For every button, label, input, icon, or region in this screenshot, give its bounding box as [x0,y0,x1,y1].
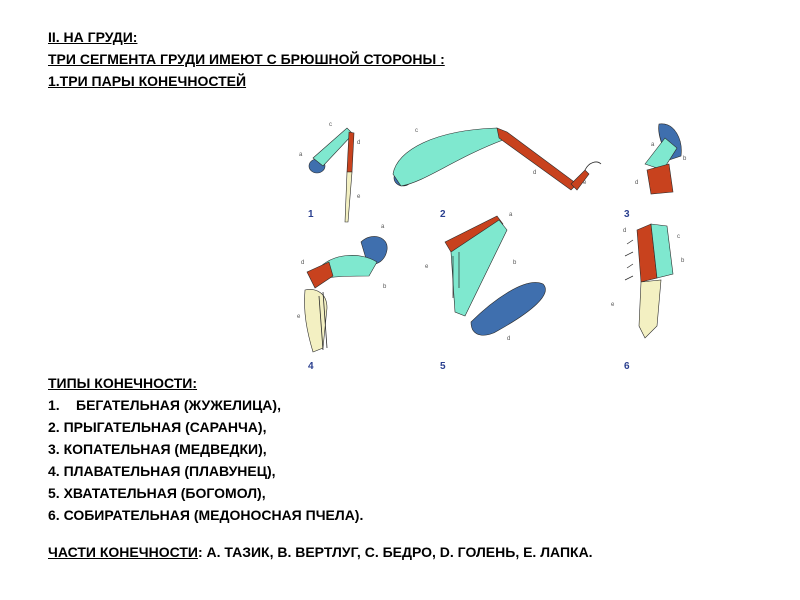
leg-parts-text: : А. ТАЗИК, В. ВЕРТЛУГ, С. БЕДРО, D. ГОЛЕНЬ, Е. ЛАПКА. [197,544,593,560]
heading-line-2: ТРИ СЕГМЕНТА ГРУДИ ИМЕЮТ С БРЮШНОЙ СТОРОНЫ : [48,51,445,67]
leg-types-title-text: ТИПЫ КОНЕЧНОСТИ [48,375,193,391]
insect-legs-illustration [285,112,685,382]
femur-shape [393,128,503,186]
hairs-shape [625,240,633,280]
list-item-number: 4. [48,463,60,479]
part-letter-b: b [683,156,687,162]
leg-types-title-colon: : [192,375,198,391]
part-letter-e: e [297,314,301,320]
list-item-text: БЕГАТЕЛЬНАЯ (ЖУЖЕЛИЦА), [76,397,281,413]
leg-types-title [48,372,363,394]
figure-number-1: 1 [308,209,314,220]
leg-types-list [48,394,363,526]
part-letter-b: b [513,260,517,266]
list-item [48,504,363,526]
part-letter-e: e [357,194,361,200]
slide-heading [48,26,445,92]
part-letter-b: b [681,258,685,264]
part-letter-b: b [383,284,387,290]
list-item-text: СОБИРАТЕЛЬНАЯ (МЕДОНОСНАЯ ПЧЕЛА). [63,507,364,523]
part-letter-c: c [329,122,332,128]
part-letter-d: d [533,170,537,176]
part-letter-d: d [635,180,639,186]
part-letter-d: d [357,140,361,146]
heading-line-3: 1.ТРИ ПАРЫ КОНЕЧНОСТЕЙ [48,73,247,89]
tarsus-shape [639,280,661,338]
coxa-shape [471,283,545,336]
leg-figure-1 [299,122,361,222]
femur-shape [313,128,353,166]
figure-number-4: 4 [308,361,314,372]
part-letter-a: a [381,224,385,230]
tibia-shape [647,164,673,194]
list-item-number: 2. [48,419,60,435]
part-letter-c: c [677,234,680,240]
list-item-number: 5. [48,485,60,501]
part-letter-e: e [611,302,615,308]
list-item-text: ХВАТАТЕЛЬНАЯ (БОГОМОЛ), [63,485,266,501]
part-letter-a: a [509,212,513,218]
list-item-number: 1. [48,397,60,413]
heading-line-1: II. НА ГРУДИ: [48,29,138,45]
list-item-number: 6. [48,507,60,523]
figure-number-2: 2 [440,209,446,220]
list-item [48,482,363,504]
list-item [48,460,363,482]
part-letter-d: d [301,260,305,266]
part-letter-a: a [299,152,303,158]
figure-number-5: 5 [440,361,446,372]
figure-number-6: 6 [624,361,630,372]
insect-legs-figure [285,112,685,382]
list-item-text: ПРЫГАТЕЛЬНАЯ (САРАНЧА), [63,419,267,435]
list-item-text: КОПАТЕЛЬНАЯ (МЕДВЕДКИ), [63,441,267,457]
list-item [48,438,363,460]
part-letter-d: d [507,336,511,342]
part-letter-c: c [415,128,418,134]
leg-parts-label: ЧАСТИ КОНЕЧНОСТИ [48,544,198,560]
list-item [48,394,363,416]
tarsus-shape [345,172,352,222]
leg-figure-4 [297,224,387,372]
figure-number-3: 3 [624,209,630,220]
list-item-number: 3. [48,441,60,457]
part-letter-e: e [425,264,429,270]
leg-figure-3 [624,124,687,220]
tibia-shape [497,128,577,190]
leg-figure-2 [393,128,601,220]
leg-parts-line [48,541,593,563]
leg-types-section [48,372,363,526]
leg-figure-6 [611,224,685,372]
list-item [48,416,363,438]
list-item-text: ПЛАВАТЕЛЬНАЯ (ПЛАВУНЕЦ), [63,463,276,479]
tibia-shape [307,262,333,288]
claw-shape [585,162,601,170]
leg-figure-5 [425,212,545,372]
part-letter-a: a [651,142,655,148]
part-letter-e: e [583,180,587,186]
part-letter-d: d [623,228,627,234]
